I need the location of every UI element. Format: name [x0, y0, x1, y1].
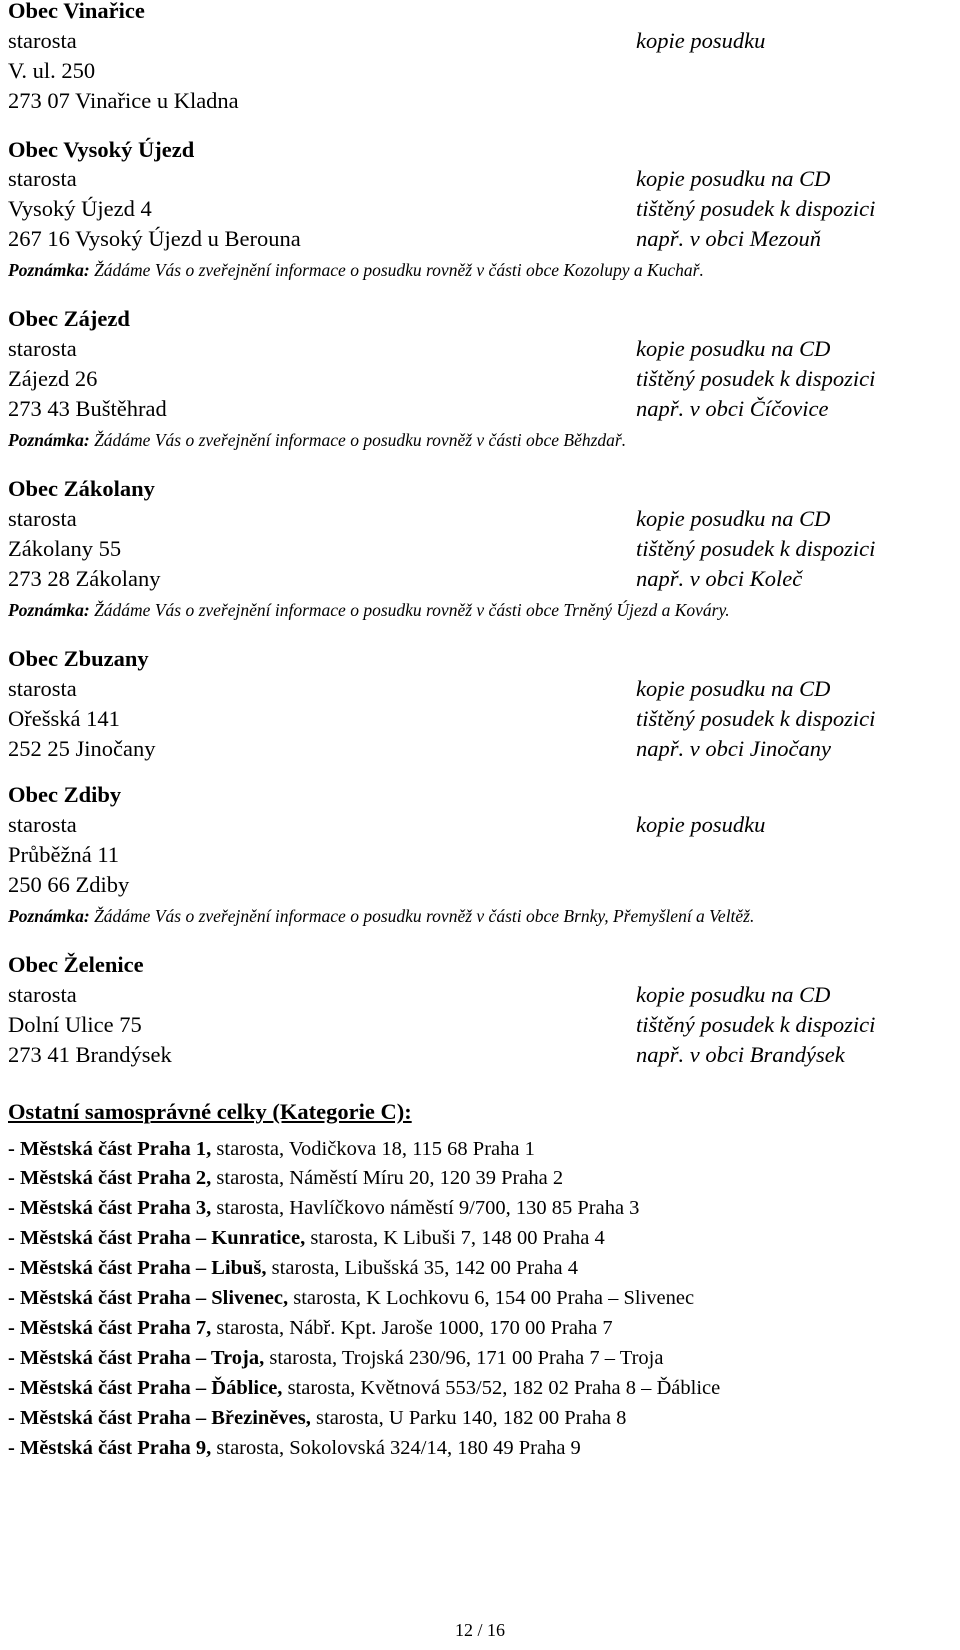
item-details: starosta, Náměstí Míru 20, 120 39 Praha 2	[211, 1167, 564, 1189]
entry-city: 252 25 Jinočany	[8, 736, 156, 761]
entry-role: starosta	[8, 676, 77, 701]
entry-note	[8, 428, 626, 452]
entry-copy-type: kopie posudku na CD	[636, 506, 831, 531]
item-prefix: -	[8, 1197, 20, 1219]
entry-role: starosta	[8, 982, 77, 1007]
item-name: Městská část Praha 2,	[19, 1167, 212, 1189]
item-name: Městská část Praha 1,	[19, 1138, 212, 1160]
entry-role: starosta	[8, 28, 77, 53]
list-item	[8, 1403, 626, 1433]
entry-print-availability: tištěný posudek k dispozici	[636, 706, 876, 731]
item-prefix: -	[8, 1407, 20, 1429]
entry-title: Obec Zájezd	[8, 306, 130, 331]
entry-city: 273 07 Vinařice u Kladna	[8, 88, 239, 113]
entry-print-availability: tištěný posudek k dispozici	[636, 366, 876, 391]
list-item	[8, 1373, 720, 1403]
entry-title: Obec Zákolany	[8, 476, 155, 501]
section-heading: Ostatní samosprávné celky (Kategorie C):	[8, 1099, 412, 1124]
entry-role: starosta	[8, 812, 77, 837]
entry-location: např. v obci Brandýsek	[636, 1042, 845, 1067]
item-name: Městská část Praha – Ďáblice,	[19, 1377, 283, 1399]
entry-street: Vysoký Újezd 4	[8, 196, 152, 221]
note-label: Poznámka:	[8, 430, 90, 450]
entry-location: např. v obci Mezouň	[636, 226, 821, 251]
list-item	[8, 1223, 605, 1253]
entry-street: Zájezd 26	[8, 366, 98, 391]
entry-title: Obec Vysoký Újezd	[8, 137, 195, 162]
item-details: starosta, K Libuši 7, 148 00 Praha 4	[305, 1227, 605, 1249]
list-item	[8, 1343, 663, 1373]
entry-title: Obec Želenice	[8, 952, 144, 977]
item-prefix: -	[8, 1347, 20, 1369]
entry-copy-type: kopie posudku na CD	[636, 676, 831, 701]
entry-location: např. v obci Číčovice	[636, 396, 829, 421]
entry-street: Průběžná 11	[8, 842, 120, 867]
item-name: Městská část Praha – Troja,	[19, 1347, 265, 1369]
item-name: Městská část Praha 3,	[19, 1197, 212, 1219]
entry-copy-type: kopie posudku	[636, 28, 766, 53]
entry-print-availability: tištěný posudek k dispozici	[636, 536, 876, 561]
item-prefix: -	[8, 1138, 20, 1160]
item-name: Městská část Praha – Kunratice,	[19, 1227, 306, 1249]
item-name: Městská část Praha – Březiněves,	[19, 1407, 311, 1429]
item-details: starosta, Libušská 35, 142 00 Praha 4	[266, 1257, 578, 1279]
entry-role: starosta	[8, 506, 77, 531]
entry-print-availability: tištěný posudek k dispozici	[636, 196, 876, 221]
entry-copy-type: kopie posudku	[636, 812, 766, 837]
note-text: Žádáme Vás o zveřejnění informace o posudku rovněž v části obce Brnky, Přemyšlení a Veltěž.	[89, 906, 755, 926]
entry-city: 267 16 Vysoký Újezd u Berouna	[8, 226, 301, 251]
item-name: Městská část Praha – Libuš,	[19, 1257, 267, 1279]
item-details: starosta, Sokolovská 324/14, 180 49 Praha 9	[211, 1437, 581, 1459]
entry-street: V. ul. 250	[8, 58, 96, 83]
list-item	[8, 1134, 535, 1164]
item-prefix: -	[8, 1377, 20, 1399]
entry-title: Obec Zdiby	[8, 782, 122, 807]
note-text: Žádáme Vás o zveřejnění informace o posudku rovněž v části obce Běhzdař.	[89, 430, 627, 450]
note-text: Žádáme Vás o zveřejnění informace o posudku rovněž v části obce Trněný Újezd a Kováry.	[89, 600, 730, 620]
entry-note	[8, 904, 754, 928]
page-number: 12 / 16	[454, 1620, 505, 1640]
item-details: starosta, Vodičkova 18, 115 68 Praha 1	[211, 1138, 535, 1160]
entry-note	[8, 258, 704, 282]
entry-city: 273 41 Brandýsek	[8, 1042, 172, 1067]
entry-street: Zákolany 55	[8, 536, 122, 561]
note-text: Žádáme Vás o zveřejnění informace o posudku rovněž v části obce Kozolupy a Kuchař.	[89, 260, 704, 280]
entry-street: Ořešská 141	[8, 706, 120, 731]
entry-copy-type: kopie posudku na CD	[636, 166, 831, 191]
item-details: starosta, Trojská 230/96, 171 00 Praha 7 – Troja	[264, 1347, 664, 1369]
entry-copy-type: kopie posudku na CD	[636, 982, 831, 1007]
entry-city: 273 28 Zákolany	[8, 566, 161, 591]
entry-city: 250 66 Zdiby	[8, 872, 130, 897]
item-name: Městská část Praha 7,	[19, 1317, 212, 1339]
note-label: Poznámka:	[8, 906, 90, 926]
item-details: starosta, U Parku 140, 182 00 Praha 8	[310, 1407, 627, 1429]
item-prefix: -	[8, 1167, 20, 1189]
item-prefix: -	[8, 1437, 20, 1459]
item-prefix: -	[8, 1227, 20, 1249]
item-name: Městská část Praha – Slivenec,	[19, 1287, 289, 1309]
item-details: starosta, K Lochkovu 6, 154 00 Praha – Slivenec	[288, 1287, 695, 1309]
note-label: Poznámka:	[8, 600, 90, 620]
entry-title: Obec Vinařice	[8, 0, 145, 23]
item-prefix: -	[8, 1257, 20, 1279]
item-details: starosta, Nábř. Kpt. Jaroše 1000, 170 00 Praha 7	[211, 1317, 613, 1339]
item-name: Městská část Praha 9,	[19, 1437, 212, 1459]
note-label: Poznámka:	[8, 260, 90, 280]
list-item	[8, 1193, 639, 1223]
entry-location: např. v obci Jinočany	[636, 736, 831, 761]
entry-role: starosta	[8, 166, 77, 191]
entry-city: 273 43 Buštěhrad	[8, 396, 167, 421]
item-prefix: -	[8, 1317, 20, 1339]
entry-copy-type: kopie posudku na CD	[636, 336, 831, 361]
list-item	[8, 1433, 581, 1463]
item-details: starosta, Květnová 553/52, 182 02 Praha 8 – Ďáblice	[282, 1377, 721, 1399]
entry-role: starosta	[8, 336, 77, 361]
list-item	[8, 1253, 578, 1283]
list-item	[8, 1313, 613, 1343]
entry-print-availability: tištěný posudek k dispozici	[636, 1012, 876, 1037]
item-prefix: -	[8, 1287, 20, 1309]
list-item	[8, 1163, 563, 1193]
item-details: starosta, Havlíčkovo náměstí 9/700, 130 85 Praha 3	[211, 1197, 640, 1219]
entry-title: Obec Zbuzany	[8, 646, 149, 671]
entry-note	[8, 598, 730, 622]
list-item	[8, 1283, 694, 1313]
entry-street: Dolní Ulice 75	[8, 1012, 142, 1037]
entry-location: např. v obci Koleč	[636, 566, 803, 591]
